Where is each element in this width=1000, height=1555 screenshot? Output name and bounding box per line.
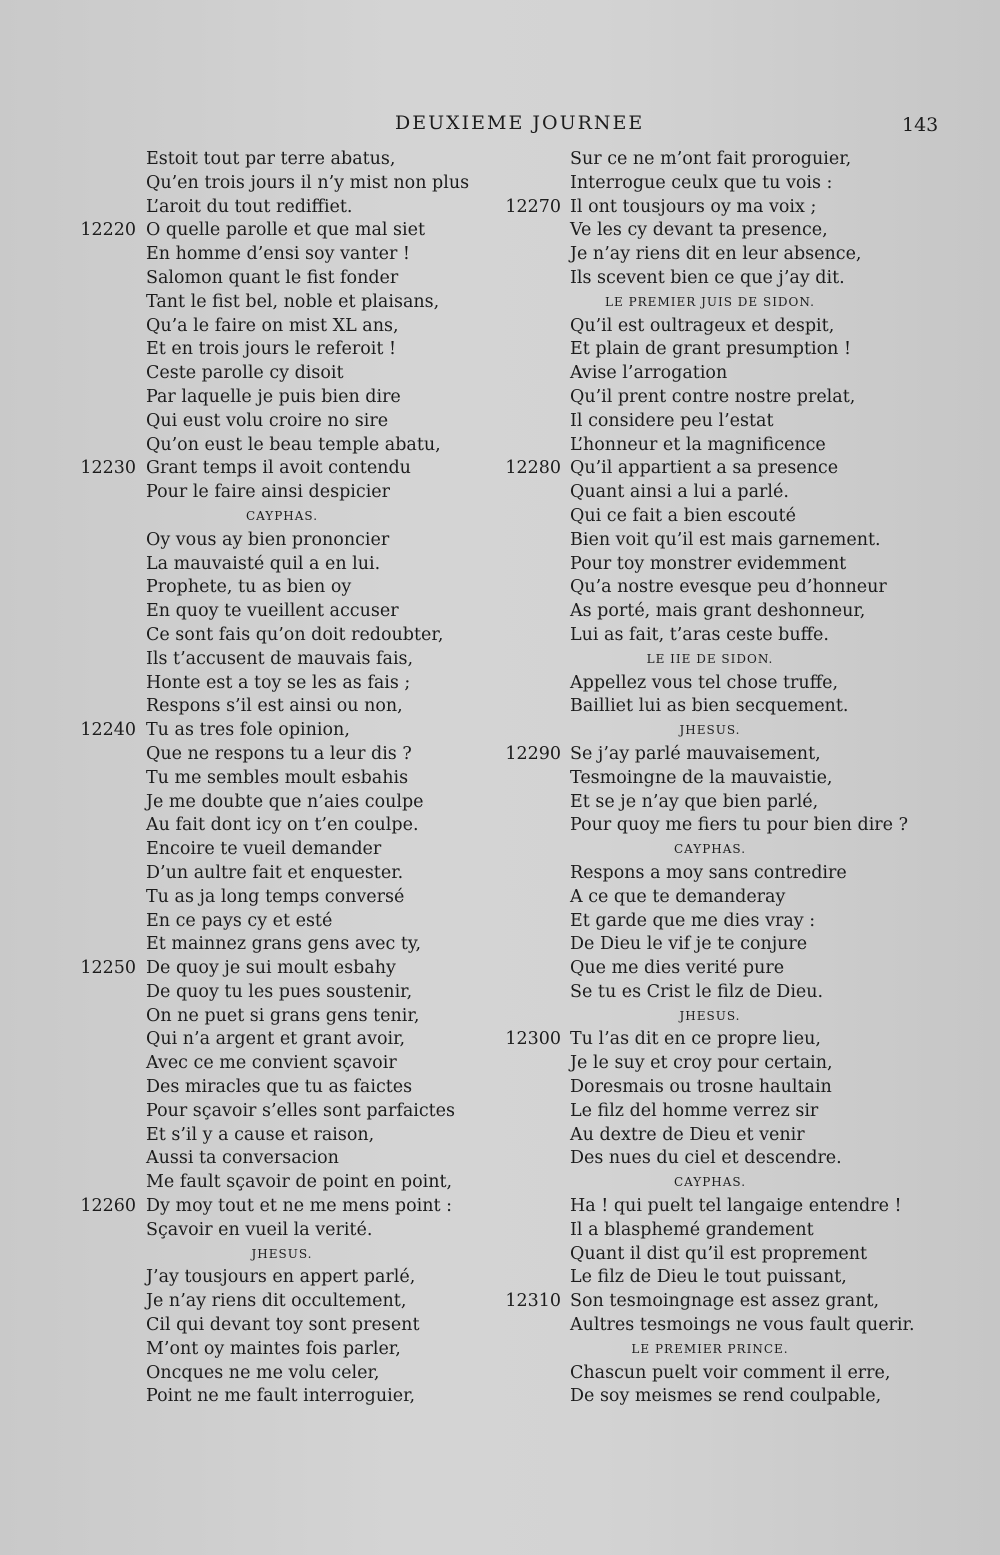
verse-line (70, 648, 470, 672)
verse-text: Se tu es Crist le filz de Dieu. (570, 981, 824, 1002)
verse-line (495, 1028, 915, 1052)
line-number: 12240 (80, 720, 136, 741)
verse-line (495, 624, 915, 648)
verse-line (70, 362, 470, 386)
verse-text: Et plain de grant presumption ! (570, 339, 852, 360)
verse-text: Et garde que me dies vray : (570, 910, 816, 931)
verse-line (495, 1385, 915, 1409)
verse-line (70, 791, 470, 815)
verse-line (70, 576, 470, 600)
verse-line (70, 1171, 470, 1195)
verse-text: Pour le faire ainsi despicier (146, 482, 391, 503)
verse-line (495, 1100, 915, 1124)
verse-text: Tesmoingne de la mauvaistie, (570, 767, 833, 788)
verse-line (495, 362, 915, 386)
verse-text: Doresmais ou trosne haultain (570, 1077, 832, 1098)
verse-text: Tu me sembles moult esbahis (146, 767, 409, 788)
verse-text: Qu’il prent contre nostre prelat, (570, 386, 856, 407)
line-number: 12260 (80, 1196, 136, 1217)
verse-text: Je le suy et croy pour certain, (570, 1053, 833, 1074)
verse-text: Pour toy monstrer evidemment (570, 553, 847, 574)
verse-text: Estoit tout par terre abatus, (146, 149, 396, 169)
verse-text: Au dextre de Dieu et venir (570, 1124, 805, 1145)
speaker-name: LE IIE DE SIDON. (646, 651, 774, 666)
verse-text: Dy moy tout et ne me mens point : (146, 1196, 453, 1217)
verse-line (70, 1100, 470, 1124)
verse-text: Oy vous ay bien prononcier (146, 529, 390, 550)
verse-line (495, 600, 915, 624)
speaker-name: CAYPHAS. (673, 842, 747, 857)
verse-text: De quoy tu les pues soustenir, (146, 981, 413, 1002)
verse-text: Aussi ta conversacion (146, 1148, 339, 1169)
verse-text: Lui as fait, t’aras ceste buffe. (570, 624, 829, 645)
verse-line (70, 814, 470, 838)
verse-text: Bailliet lui as bien secquement. (570, 696, 849, 717)
verse-text: Que me dies verité pure (570, 958, 785, 979)
verse-line (70, 219, 470, 243)
verse-line (495, 386, 915, 410)
verse-text: Point ne me fault interroguier, (146, 1386, 416, 1407)
verse-line (495, 862, 915, 886)
line-number: 12230 (80, 458, 136, 479)
verse-line (495, 315, 915, 339)
verse-line (70, 695, 470, 719)
speaker-name: LE PREMIER JUIS DE SIDON. (605, 294, 815, 309)
verse-text: Respons s’il est ainsi ou non, (146, 696, 403, 717)
speaker-name: JHESUS. (679, 723, 741, 738)
verse-line (70, 1147, 470, 1171)
verse-line (70, 910, 470, 934)
verse-text: Interrogue ceulx que tu vois : (570, 172, 833, 193)
speaker-name: JHESUS. (251, 1246, 313, 1261)
verse-line (70, 1028, 470, 1052)
speaker-name: JHESUS. (679, 1008, 741, 1023)
verse-text: Quant ainsi a lui a parlé. (570, 482, 789, 503)
verse-line (70, 196, 470, 220)
verse-line (495, 767, 915, 791)
verse-line (70, 719, 470, 743)
verse-text: Des miracles que tu as faictes (146, 1077, 413, 1098)
verse-text: Qui ce fait a bien escouté (570, 505, 796, 526)
verse-text: Ve les cy devant ta presence, (570, 220, 828, 241)
verse-text: Bien voit qu’il est mais garnement. (570, 529, 881, 550)
verse-line (495, 1052, 915, 1076)
verse-text: Me fault sçavoir de point en point, (146, 1172, 453, 1193)
verse-text: Cil qui devant toy sont present (146, 1315, 420, 1336)
verse-line (495, 457, 915, 481)
verse-line (70, 624, 470, 648)
verse-line (70, 267, 470, 291)
verse-line (495, 481, 915, 505)
verse-text: Qui n’a argent et grant avoir, (146, 1029, 406, 1050)
verse-line (70, 457, 470, 481)
verse-line (495, 243, 915, 267)
verse-text: Et en trois jours le referoit ! (146, 339, 396, 360)
verse-text: O quelle parolle et que mal siet (146, 220, 426, 241)
verse-text: Je n’ay riens dit occultement, (146, 1291, 407, 1312)
verse-text: Par laquelle je puis bien dire (146, 386, 401, 407)
verse-line (70, 981, 470, 1005)
verse-line (70, 243, 470, 267)
speaker-name: CAYPHAS. (673, 1175, 747, 1190)
verse-line (70, 338, 470, 362)
verse-line (495, 791, 915, 815)
verse-text: Au fait dont icy on t’en coulpe. (146, 815, 419, 836)
line-number: 12290 (505, 743, 561, 764)
verse-line (495, 1314, 915, 1338)
verse-text: A ce que te demanderay (570, 886, 786, 907)
line-number: 12270 (505, 196, 561, 217)
verse-text: Respons a moy sans contredire (570, 862, 847, 883)
verse-text: Le filz del homme verrez sir (570, 1100, 819, 1121)
line-number: 12300 (505, 1029, 561, 1050)
verse-text: En homme d’ensi soy vanter ! (146, 244, 410, 265)
verse-line (495, 910, 915, 934)
verse-line (70, 1338, 470, 1362)
verse-line (70, 838, 470, 862)
verse-text: De Dieu le vif je te conjure (570, 934, 808, 955)
verse-text: Il a blasphemé grandement (570, 1219, 814, 1240)
verse-line (495, 410, 915, 434)
verse-text: Et se je n’ay que bien parlé, (570, 791, 819, 812)
verse-text: Qu’a nostre evesque peu d’honneur (570, 577, 887, 598)
verse-text: Appellez vous tel chose truffe, (570, 672, 839, 693)
verse-text: Qu’a le faire on mist XL ans, (146, 315, 399, 336)
left-column (70, 148, 470, 1409)
verse-line (495, 553, 915, 577)
verse-line (70, 1005, 470, 1029)
verse-text: As porté, mais grant deshonneur, (570, 601, 866, 622)
verse-text: Ceste parolle cy disoit (146, 363, 344, 384)
verse-line (70, 933, 470, 957)
verse-line (70, 1124, 470, 1148)
verse-text: Qu’il est oultrageux et despit, (570, 315, 835, 336)
verse-line (70, 529, 470, 553)
verse-line (495, 1076, 915, 1100)
verse-line (70, 672, 470, 696)
verse-line (70, 862, 470, 886)
verse-text: De quoy je sui moult esbahy (146, 958, 396, 979)
verse-line (495, 1362, 915, 1386)
verse-text: Pour quoy me fiers tu pour bien dire ? (570, 815, 908, 836)
verse-line (495, 529, 915, 553)
verse-text: Son tesmoingnage est assez grant, (570, 1291, 880, 1312)
verse-text: Ils t’accusent de mauvais fais, (146, 648, 414, 669)
verse-line (495, 957, 915, 981)
verse-line (495, 148, 915, 172)
verse-text: Honte est a toy se les as fais ; (146, 672, 411, 693)
verse-text: En quoy te vueillent accuser (146, 601, 399, 622)
verse-line (70, 1219, 470, 1243)
verse-line (70, 600, 470, 624)
speaker-name: CAYPHAS. (245, 508, 319, 523)
verse-text: Qu’il appartient a sa presence (570, 458, 839, 479)
verse-line (70, 553, 470, 577)
verse-line (70, 886, 470, 910)
verse-line (495, 196, 915, 220)
verse-text: J’ay tousjours en appert parlé, (146, 1267, 416, 1288)
verse-text: L’honneur et la magnificence (570, 434, 826, 455)
verse-text: Tu l’as dit en ce propre lieu, (570, 1029, 821, 1050)
verse-line (70, 1290, 470, 1314)
verse-text: Prophete, tu as bien oy (146, 577, 352, 598)
verse-text: L’aroit du tout rediffiet. (146, 196, 353, 217)
verse-text: Des nues du ciel et descendre. (570, 1148, 842, 1169)
verse-text: D’un aultre fait et enquester. (146, 862, 404, 883)
verse-line (495, 933, 915, 957)
verse-line (70, 386, 470, 410)
verse-text: On ne puet si grans gens tenir, (146, 1005, 420, 1026)
speaker-name: LE PREMIER PRINCE. (631, 1341, 789, 1356)
verse-text: Chascun puelt voir comment il erre, (570, 1362, 891, 1383)
verse-text: Quant il dist qu’il est proprement (570, 1243, 868, 1264)
verse-line (495, 886, 915, 910)
verse-line (495, 267, 915, 291)
verse-line (495, 219, 915, 243)
verse-line (495, 1195, 915, 1219)
verse-line (70, 172, 470, 196)
verse-line (70, 767, 470, 791)
verse-line (495, 1266, 915, 1290)
verse-text: De soy meismes se rend coulpable, (570, 1386, 882, 1407)
verse-text: M’ont oy maintes fois parler, (146, 1338, 401, 1359)
line-number: 12250 (80, 958, 136, 979)
verse-text: La mauvaisté quil a en lui. (146, 553, 381, 574)
verse-text: En ce pays cy et esté (146, 910, 333, 931)
verse-text: Avise l’arrogation (570, 363, 728, 384)
verse-line (70, 410, 470, 434)
verse-text: Il ont tousjours oy ma voix ; (570, 196, 817, 217)
verse-text: Tant le fist bel, noble et plaisans, (146, 291, 440, 312)
verse-text: Sçavoir en vueil la verité. (146, 1219, 373, 1240)
line-number: 12220 (80, 220, 136, 241)
verse-text: Oncques ne me volu celer, (146, 1362, 380, 1383)
verse-line (495, 1243, 915, 1267)
verse-line (495, 434, 915, 458)
verse-line (70, 434, 470, 458)
verse-text: Grant temps il avoit contendu (146, 458, 411, 479)
verse-line (70, 957, 470, 981)
verse-text: Ce sont fais qu’on doit redoubter, (146, 624, 444, 645)
verse-text: Tu as tres fole opinion, (146, 720, 350, 741)
verse-line (495, 1290, 915, 1314)
verse-text: Je me doubte que n’aies coulpe (146, 791, 424, 812)
verse-text: Et s’il y a cause et raison, (146, 1124, 375, 1145)
verse-line (495, 1147, 915, 1171)
verse-text: Salomon quant le fist fonder (146, 267, 399, 288)
verse-line (70, 743, 470, 767)
verse-line (70, 1385, 470, 1409)
verse-text: Que ne respons tu a leur dis ? (146, 743, 412, 764)
verse-line (70, 148, 470, 172)
verse-line (70, 1314, 470, 1338)
verse-text: Qu’en trois jours il n’y mist non plus (146, 172, 470, 193)
verse-text: Se j’ay parlé mauvaisement, (570, 743, 821, 764)
verse-text: Aultres tesmoings ne vous fault querir. (570, 1315, 915, 1336)
verse-line (495, 743, 915, 767)
verse-text: Encoire te vueil demander (146, 839, 382, 860)
running-head: DEUXIEME JOURNEE (395, 112, 645, 134)
line-number: 12310 (505, 1291, 561, 1312)
verse-line (70, 1076, 470, 1100)
verse-line (70, 291, 470, 315)
verse-line (70, 1362, 470, 1386)
verse-line (495, 695, 915, 719)
verse-line (70, 1195, 470, 1219)
verse-text: Le filz de Dieu le tout puissant, (570, 1267, 847, 1288)
verse-line (495, 1219, 915, 1243)
verse-text: Tu as ja long temps conversé (146, 886, 405, 907)
verse-text: Qu’on eust le beau temple abatu, (146, 434, 441, 455)
verse-line (495, 814, 915, 838)
verse-line (495, 981, 915, 1005)
verse-line (70, 1266, 470, 1290)
verse-line (495, 338, 915, 362)
verse-line (495, 1124, 915, 1148)
right-column (495, 148, 915, 1409)
verse-line (70, 481, 470, 505)
verse-line (495, 576, 915, 600)
page-number: 143 (902, 114, 939, 136)
verse-text: Ils scevent bien ce que j’ay dit. (570, 267, 845, 288)
verse-text: Et mainnez grans gens avec ty, (146, 934, 422, 955)
verse-text: Pour sçavoir s’elles sont parfaictes (146, 1100, 456, 1121)
verse-text: Je n’ay riens dit en leur absence, (570, 244, 862, 265)
verse-line (70, 1052, 470, 1076)
verse-text: Avec ce me convient sçavoir (146, 1053, 397, 1074)
verse-text: Qui eust volu croire no sire (146, 410, 389, 431)
verse-line (495, 672, 915, 696)
verse-line (70, 315, 470, 339)
verse-line (495, 505, 915, 529)
verse-text: Sur ce ne m’ont fait proroguier, (570, 149, 852, 169)
line-number: 12280 (505, 458, 561, 479)
verse-line (495, 172, 915, 196)
verse-text: Il considere peu l’estat (570, 410, 774, 431)
verse-text: Ha ! qui puelt tel langaige entendre ! (570, 1196, 902, 1217)
